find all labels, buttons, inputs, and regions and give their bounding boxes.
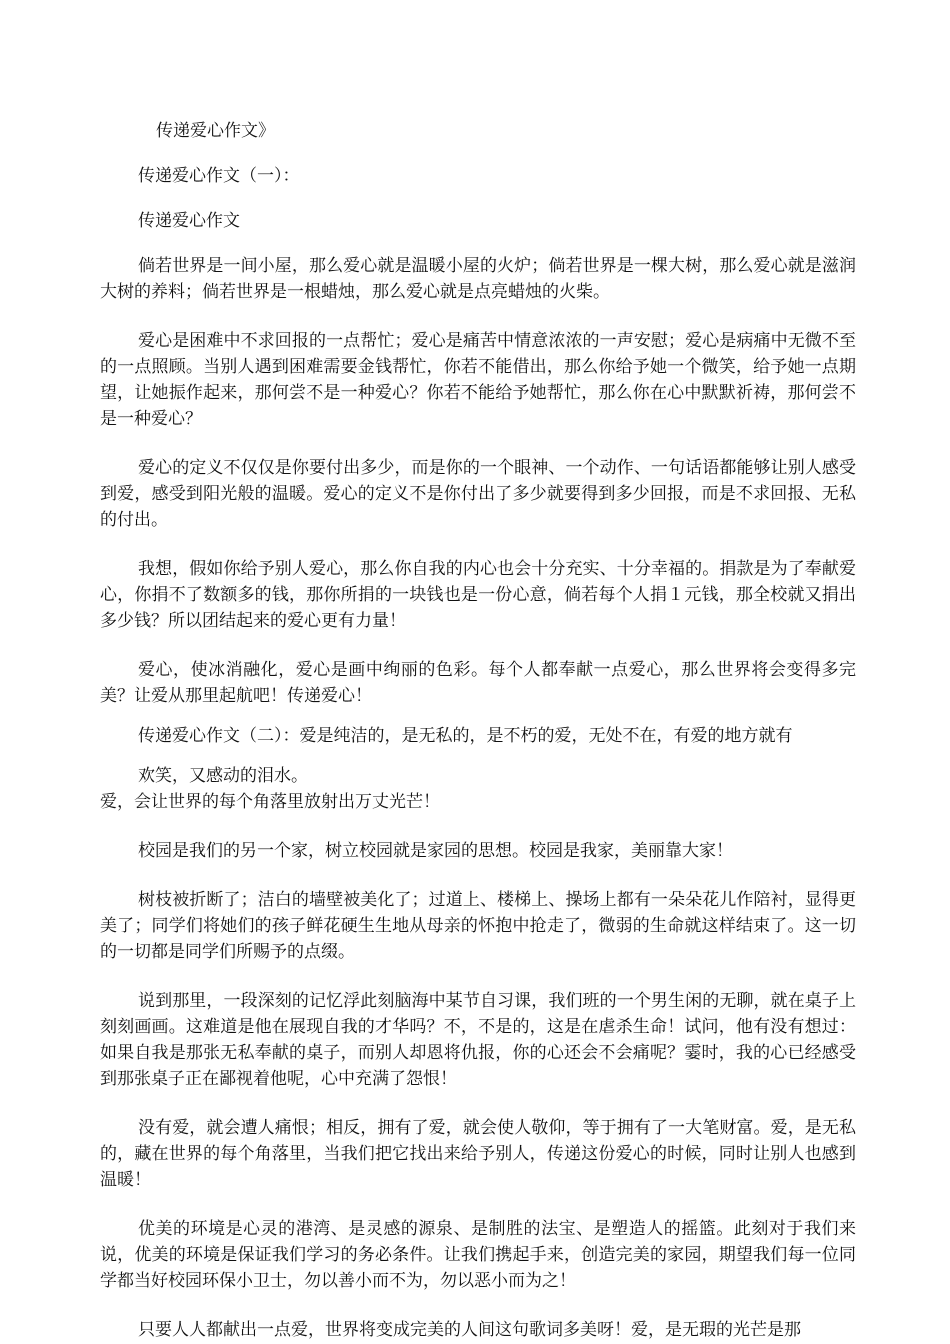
- paragraph: 说到那里，一段深刻的记忆浮此刻脑海中某节自习课，我们班的一个男生闲的无聊，就在桌子上刻刻画画。这难道是他在展现自我的才华吗？不，不是的，这是在虐杀生命！试问，他有没有想过：如果自我是那张无私奉献的桌子，而别人却恩将仇报，你的心还会不会痛呢？霎时，我的心已经感受到那张桌子正在鄙视着他呢，心中充满了怨恨！: [100, 991, 856, 1089]
- paragraph-truncated: 只要人人都献出一点爱，世界将变成完美的人间这句歌词多美呀！爱，是无瑕的光芒是那: [138, 1320, 801, 1340]
- paragraph: 爱心，使冰消融化，爱心是画中绚丽的色彩。每个人都奉献一点爱心，那么世界将会变得多完美？让爱从那里起航吧！传递爱心！: [100, 660, 856, 706]
- section-subtitle: 传递爱心作文（一）：: [138, 166, 300, 186]
- document-body: [100, 118, 856, 1343]
- document-title: 传递爱心作文》: [156, 121, 275, 141]
- section-heading: 传递爱心作文: [138, 211, 240, 231]
- paragraph: 没有爱，就会遭人痛恨；相反，拥有了爱，就会使人敬仰，等于拥有了一大笔财富。爱，是无私的，藏在世界的每个角落里，当我们把它找出来给予别人，传递这份爱心的时候，同时让别人也感到温暖！: [100, 1118, 856, 1190]
- paragraph: 爱，会让世界的每个角落里放射出万丈光芒！: [100, 792, 440, 812]
- paragraph-section-two-start: 传递爱心作文（二）：爱是纯洁的，是无私的，是不朽的爱，无处不在，有爱的地方就有: [138, 726, 793, 746]
- paragraph: 校园是我们的另一个家，树立校园就是家园的思想。校园是我家，美丽靠大家！: [138, 841, 733, 861]
- paragraph: 树枝被折断了；洁白的墙壁被美化了；过道上、楼梯上、操场上都有一朵朵花儿作陪衬，显得更美了；同学们将她们的孩子鲜花硬生生地从母亲的怀抱中抢走了，微弱的生命就这样结束了。这一切的一切都是同学们所赐予的点缀。: [100, 890, 856, 962]
- paragraph: 我想，假如你给予别人爱心，那么你自我的内心也会十分充实、十分幸福的。捐款是为了奉献爱心，你捐不了数额多的钱，那你所捐的一块钱也是一份心意，倘若每个人捐１元钱，那全校就又捐出多少钱？所以团结起来的爱心更有力量！: [100, 559, 856, 631]
- paragraph-continuation: 欢笑，又感动的泪水。: [138, 766, 308, 786]
- paragraph: 爱心的定义不仅仅是你要付出多少，而是你的一个眼神、一个动作、一句话语都能够让别人感受到爱，感受到阳光般的温暖。爱心的定义不是你付出了多少就要得到多少回报，而是不求回报、无私的付出。: [100, 458, 856, 530]
- paragraph: 优美的环境是心灵的港湾、是灵感的源泉、是制胜的法宝、是塑造人的摇篮。此刻对于我们来说，优美的环境是保证我们学习的务必条件。让我们携起手来，创造完美的家园，期望我们每一位同学都当好校园环保小卫士，勿以善小而不为，勿以恶小而为之！: [100, 1219, 856, 1291]
- paragraph: 爱心是困难中不求回报的一点帮忙；爱心是痛苦中情意浓浓的一声安慰；爱心是病痛中无微不至的一点照顾。当别人遇到困难需要金钱帮忙，你若不能借出，那么你给予她一个微笑，给予她一点期望，让她振作起来，那何尝不是一种爱心？你若不能给予她帮忙，那么你在心中默默祈祷，那何尝不是一种爱心？: [100, 331, 856, 429]
- paragraph: 倘若世界是一间小屋，那么爱心就是温暖小屋的火炉；倘若世界是一棵大树，那么爱心就是滋润大树的养料；倘若世界是一根蜡烛，那么爱心就是点亮蜡烛的火柴。: [100, 256, 856, 302]
